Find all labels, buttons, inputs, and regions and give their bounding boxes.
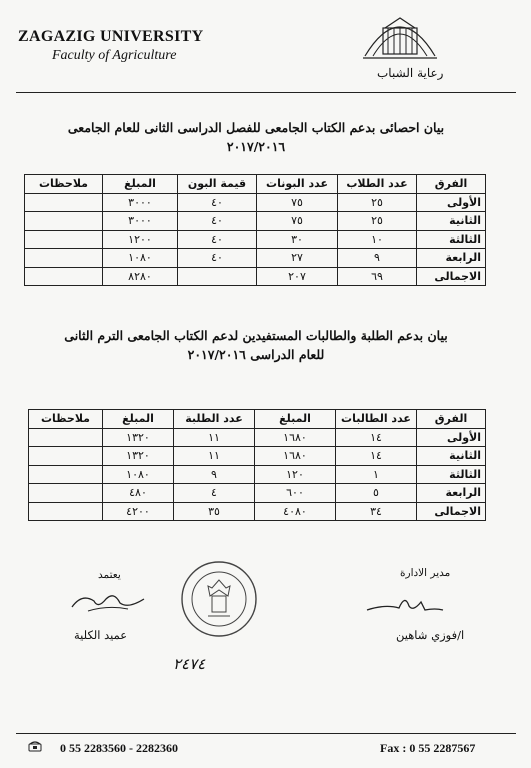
table-cell: ٤٠ [178, 193, 257, 212]
table-cell: ٣٠٠٠ [103, 193, 178, 212]
table-cell: ٧٥ [257, 193, 338, 212]
table-cell: ٤٠ [178, 212, 257, 231]
table-cell: الرابعة [417, 484, 486, 503]
table-cell: الأولى [417, 193, 486, 212]
table-cell: ١٣٢٠ [103, 447, 174, 466]
column-header: المبلغ [255, 410, 336, 429]
office-name: رعاية الشباب [377, 66, 444, 80]
table-row [25, 230, 486, 249]
column-header: قيمة البون [178, 175, 257, 194]
manager-title: مدير الادارة [400, 567, 451, 579]
table-cell: الأولى [417, 428, 486, 447]
section1-title-line1: بيان احصائى بدعم الكتاب الجامعى للفصل الدراسى الثانى للعام الجامعى [67, 120, 445, 135]
column-header: ملاحظات [25, 175, 103, 194]
column-header: المبلغ [103, 175, 178, 194]
table-cell: ١١ [174, 447, 255, 466]
table-cell [29, 465, 103, 484]
table-cell: ٢٥ [338, 193, 417, 212]
table-cell [25, 267, 103, 286]
column-header: عدد البونات [257, 175, 338, 194]
phone-numbers: 0 55 2283560 - 2282360 [60, 741, 178, 755]
table-cell: ١٤ [336, 447, 417, 466]
table-cell: ٢٥ [338, 212, 417, 231]
table-row [29, 465, 486, 484]
stats-table-1 [24, 174, 486, 286]
table-row [25, 249, 486, 268]
table-cell: ٢٠٧ [257, 267, 338, 286]
table-cell: الثالثة [417, 230, 486, 249]
table-cell [25, 230, 103, 249]
section1-title-line2: ٢٠١٧/٢٠١٦ [226, 139, 286, 154]
table-cell [29, 447, 103, 466]
column-header: المبلغ [103, 410, 174, 429]
dean-title: عميد الكلية [74, 628, 128, 642]
section2-title [21, 326, 491, 364]
manager-signature [365, 590, 445, 618]
table-cell: ١٠٨٠ [103, 465, 174, 484]
table-cell: ١ [336, 465, 417, 484]
table-cell: الثانية [417, 447, 486, 466]
table-cell: ٣٠٠٠ [103, 212, 178, 231]
column-header: الفرق [417, 175, 486, 194]
table-cell: ١٢٠ [255, 465, 336, 484]
table-header-row [25, 175, 486, 194]
table-cell [25, 249, 103, 268]
table-row [29, 484, 486, 503]
column-header: الفرق [417, 410, 486, 429]
section1-title [21, 118, 491, 156]
faculty-logo [355, 6, 445, 64]
table-row [25, 212, 486, 231]
table-cell [29, 428, 103, 447]
table-cell: ٣٠ [257, 230, 338, 249]
table-cell [29, 484, 103, 503]
stats-table-2 [28, 409, 486, 521]
section2-title-line1: بيان بدعم الطلبة والطالبات المستفيدين لدعم الكتاب الجامعى الترم الثانى [64, 328, 448, 343]
table-cell: ١٦٨٠ [255, 428, 336, 447]
column-header: عدد الطالبات [336, 410, 417, 429]
table-row [29, 447, 486, 466]
table-cell: ٥ [336, 484, 417, 503]
table-cell: ٤ [174, 484, 255, 503]
table-cell: ٤٨٠ [103, 484, 174, 503]
table-cell: ٣٥ [174, 502, 255, 521]
document-number: ٢٤٧٤ [173, 655, 206, 673]
table-cell: الاجمالى [417, 267, 486, 286]
table-cell [25, 193, 103, 212]
table-cell: الاجمالى [417, 502, 486, 521]
table-total-row [29, 502, 486, 521]
table-cell: ١٣٢٠ [103, 428, 174, 447]
table-row [25, 193, 486, 212]
table-cell: ١٢٠٠ [103, 230, 178, 249]
table-total-row [25, 267, 486, 286]
table-cell: ٣٤ [336, 502, 417, 521]
table-cell: ٤٠٨٠ [255, 502, 336, 521]
table-cell: ١٠ [338, 230, 417, 249]
table-cell: ٧٥ [257, 212, 338, 231]
table-cell: ٩ [338, 249, 417, 268]
table-cell: ٩ [174, 465, 255, 484]
footer-divider [16, 733, 516, 734]
table-cell [178, 267, 257, 286]
official-seal [180, 560, 258, 638]
table-cell: ١١ [174, 428, 255, 447]
table-cell [25, 212, 103, 231]
table-cell: ٢٧ [257, 249, 338, 268]
approval-title: يعتمد [98, 569, 121, 581]
table-cell [29, 502, 103, 521]
dean-signature [68, 585, 148, 617]
table-cell: ٤٠ [178, 230, 257, 249]
faculty-name: Faculty of Agriculture [52, 48, 177, 63]
column-header: ملاحظات [29, 410, 103, 429]
table-cell: ١٤ [336, 428, 417, 447]
header-divider [16, 92, 516, 93]
fax-number: Fax : 0 55 2287567 [380, 741, 476, 755]
table-cell: ٦٩ [338, 267, 417, 286]
table-cell: ١٦٨٠ [255, 447, 336, 466]
table-cell: ١٠٨٠ [103, 249, 178, 268]
table-row [29, 428, 486, 447]
phone-icon [28, 740, 42, 752]
table-cell: ٤٠ [178, 249, 257, 268]
table-cell: ٤٢٠٠ [103, 502, 174, 521]
column-header: عدد الطلاب [338, 175, 417, 194]
university-name: ZAGAZIG UNIVERSITY [18, 28, 204, 45]
table-cell: ٨٢٨٠ [103, 267, 178, 286]
table-cell: الثالثة [417, 465, 486, 484]
column-header: عدد الطلبة [174, 410, 255, 429]
table-cell: ٦٠٠ [255, 484, 336, 503]
manager-name: ا/فوزي شاهين [396, 628, 465, 642]
table-header-row [29, 410, 486, 429]
table-cell: الرابعة [417, 249, 486, 268]
section2-title-line2: للعام الدراسى ٢٠١٧/٢٠١٦ [187, 347, 325, 362]
table-cell: الثانية [417, 212, 486, 231]
